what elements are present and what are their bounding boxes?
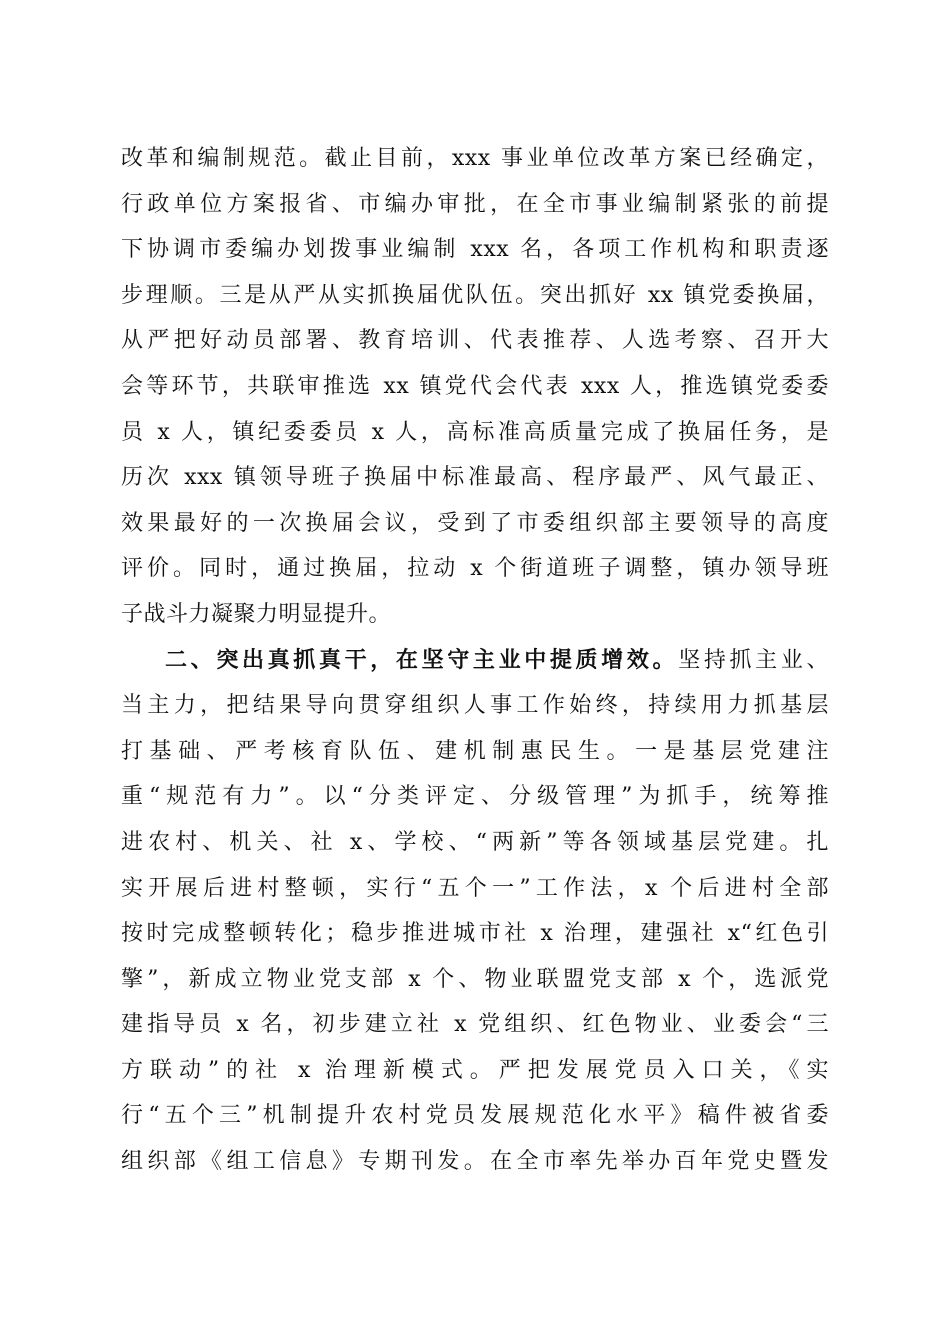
text-line: 当主力，把结果导向贯穿组织人事工作始终，持续用力抓基层 <box>121 693 829 719</box>
text-line: 进农村、机关、社 x、学校、“两新”等各领域基层党建。扎 <box>121 829 829 855</box>
text-line: 组织部《组工信息》专期刊发。在全市率先举办百年党史暨发 <box>121 1149 829 1175</box>
text-line: 擎”，新成立物业党支部 x 个、物业联盟党支部 x 个，选派党 <box>121 966 829 992</box>
text-line: 方联动”的社 x 治理新模式。严把发展党员入口关，《实 <box>121 1057 829 1083</box>
section-heading: 二、突出真抓真干，在坚守主业中提质增效。 <box>165 647 679 673</box>
text-line: 从严把好动员部署、教育培训、代表推荐、人选考察、召开大 <box>121 328 829 354</box>
text-line: 员 x 人，镇纪委委员 x 人，高标准高质量完成了换届任务，是 <box>121 419 829 445</box>
paragraph-1 <box>121 136 829 638</box>
text-line: 行政单位方案报省、市编办审批，在全市事业编制紧张的前提 <box>121 191 829 217</box>
text-line: 建指导员 x 名，初步建立社 x 党组织、红色物业、业委会“三 <box>121 1012 829 1038</box>
text-line: 按时完成整顿转化；稳步推进城市社 x 治理，建强社 x“红色引 <box>121 921 829 947</box>
text-line: 步理顺。三是从严从实抓换届优队伍。突出抓好 xx 镇党委换届， <box>121 282 829 308</box>
text-line: 会等环节，共联审推选 xx 镇党代会代表 xxx 人，推选镇党委委 <box>121 373 829 399</box>
document-body <box>121 136 829 1185</box>
text-line: 下协调市委编办划拨事业编制 xxx 名，各项工作机构和职责逐 <box>121 237 829 263</box>
text-line: 评价。同时，通过换届，拉动 x 个街道班子调整，镇办领导班 <box>121 556 829 582</box>
text-line: 效果最好的一次换届会议，受到了市委组织部主要领导的高度 <box>121 510 829 536</box>
text-line: 历次 xxx 镇领导班子换届中标准最高、程序最严、风气最正、 <box>121 465 829 491</box>
text-line: 实开展后进村整顿，实行“五个一”工作法，x 个后进村全部 <box>121 875 829 901</box>
heading-line-text: 坚持抓主业、 <box>678 647 829 673</box>
text-line: 打基础、严考核育队伍、建机制惠民生。一是基层党建注 <box>121 738 829 764</box>
text-line: 重“规范有力”。以“分类评定、分级管理”为抓手，统筹推 <box>121 784 829 810</box>
text-line: 行“五个三”机制提升农村党员发展规范化水平》稿件被省委 <box>121 1103 829 1129</box>
text-line: 子战斗力凝聚力明显提升。 <box>121 601 392 627</box>
section-heading-line <box>121 638 829 684</box>
text-line: 改革和编制规范。截止目前，xxx 事业单位改革方案已经确定， <box>121 146 829 171</box>
paragraph-2 <box>121 638 829 1185</box>
